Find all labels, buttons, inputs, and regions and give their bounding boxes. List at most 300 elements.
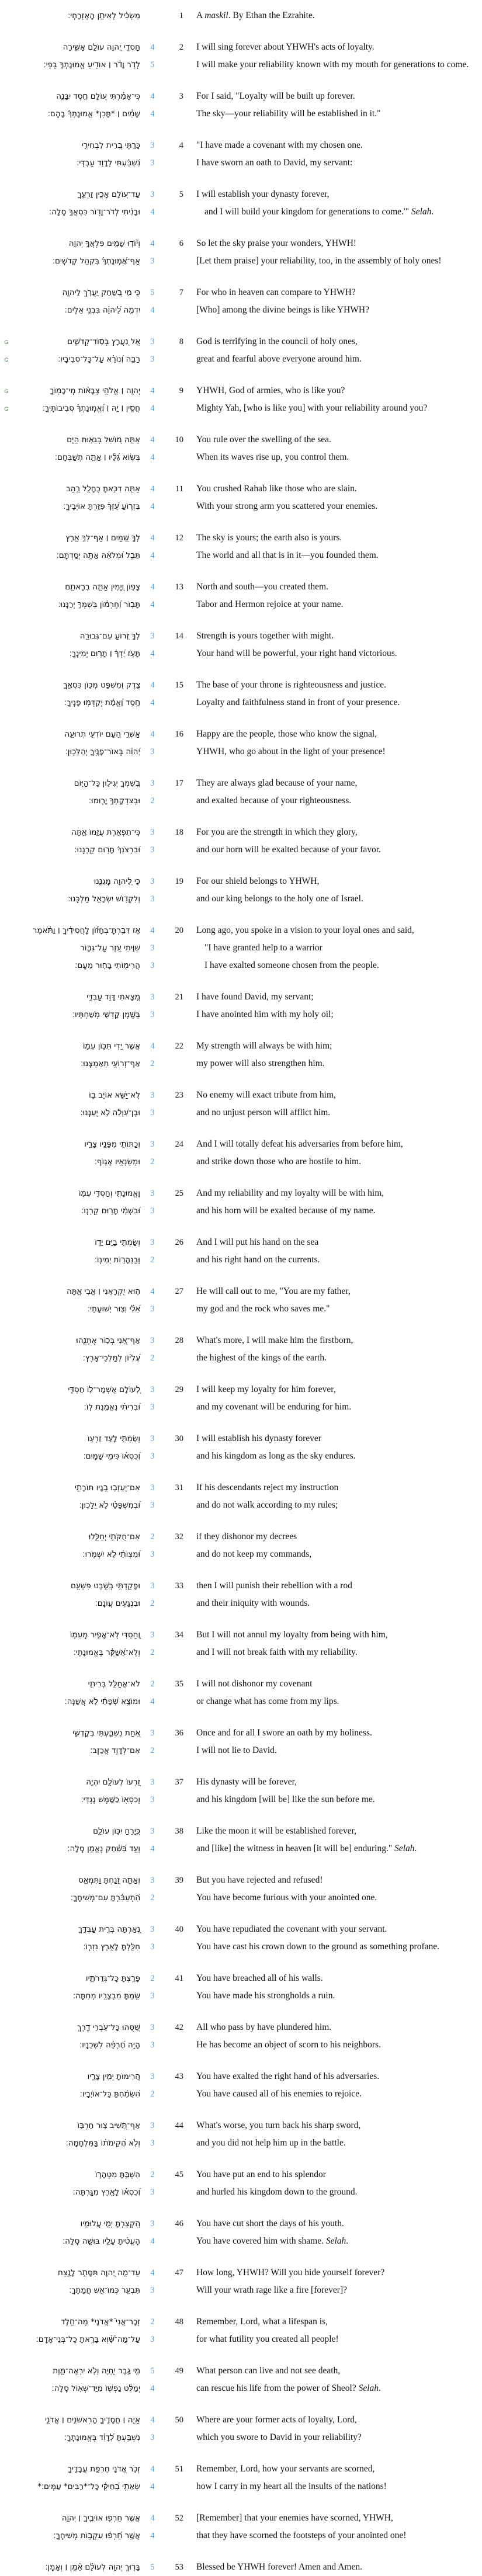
hebrew-text: הִ֝תְעַבַּ֗רְתָּ עִם־מְשִׁיחֶֽךָ׃	[70, 1893, 140, 1903]
english-translation: And my reliability and my loyalty will be with him,	[196, 1188, 384, 1198]
verse-line	[0, 2233, 482, 2250]
stanza-spacer	[0, 417, 482, 431]
verse-block	[0, 1381, 482, 1416]
verse-line	[0, 235, 482, 252]
english-translation: You have covered him with shame. Selah.	[196, 2236, 349, 2246]
verse-line	[0, 1822, 482, 1840]
english-translation: and no unjust person will afflict him.	[196, 1108, 331, 1117]
english-translation: and their iniquity with wounds.	[196, 1598, 310, 1608]
hebrew-text: יִדְמֶ֥ה לַ֝יהוָ֗ה בִּבְנֵ֥י אֵלִֽים׃	[64, 305, 140, 315]
accent-count: 3	[150, 2121, 155, 2130]
verse-line	[0, 2331, 482, 2348]
stanza-spacer	[0, 974, 482, 988]
verse-line	[0, 1136, 482, 1153]
verse-number: 34	[175, 1630, 183, 1640]
english-translation: And I will totally defeat his adversaries from before him,	[196, 1139, 403, 1149]
english-translation: [Who] among the divine beings is like YHWH?	[196, 305, 370, 315]
accent-count: 2	[150, 1532, 155, 1542]
hebrew-text: חֶ֥סֶד וֶ֝אֱמֶ֗ת יְֽקַדְּמ֥וּ פָנֶֽיךָ׃	[64, 698, 140, 707]
verse-line	[0, 1970, 482, 1987]
verse-number: 6	[179, 239, 183, 248]
verse-block	[0, 2411, 482, 2446]
accent-count: 3	[150, 1091, 155, 1100]
hebrew-text: שַׁ֭סֻּהוּ כָּל־עֹ֣בְרֵי דָ֑רֶךְ	[77, 2023, 140, 2032]
hebrew-text: מִ֤י גֶ֣בֶר יִֽ֭חְיֶה וְלֹ֣א יִרְאֶה־מָּ֑וֶת	[53, 2366, 140, 2376]
verse-number: 16	[175, 730, 183, 739]
english-translation: The base of your throne is righteousness and justice.	[196, 680, 386, 690]
verse-line	[0, 529, 482, 547]
english-translation: for what futility you created all people!	[196, 2334, 339, 2344]
hebrew-text: מָ֭צָאתִי דָּוִ֣ד עַבְדִּ֑י	[86, 992, 140, 1002]
accent-count: 3	[150, 2040, 155, 2050]
stanza-spacer	[0, 1269, 482, 1283]
accent-count: 2	[150, 1679, 155, 1689]
hebrew-text: חֲסִ֥ין ׀ יָ֑הּ ׀ וֶ֝אֱמֽוּנָתְךָ֗ סְבִיבוֹתֶֽיךָ׃	[42, 404, 140, 413]
accent-count: 2	[150, 796, 155, 806]
verse-line	[0, 627, 482, 645]
accent-count: 3	[150, 747, 155, 756]
hebrew-text: וּ֝מִצְוֺתַ֗י לֹ֣א יִשְׁמֹֽרוּ׃	[82, 1550, 140, 1559]
verse-line	[0, 284, 482, 301]
english-translation: You have exalted the right hand of his adversaries.	[196, 2071, 380, 2081]
verse-number: 3	[179, 92, 183, 101]
accent-count: 4	[150, 43, 155, 52]
hebrew-text: וְאַתָּ֣ה זָ֭נַחְתָּ וַתִּמְאָ֑ס	[78, 1876, 140, 1885]
verse-number: 5	[179, 190, 183, 199]
accent-count: 4	[150, 2268, 155, 2278]
english-translation: But I will not annul my loyalty from being with him,	[196, 1630, 388, 1640]
accent-count: 3	[150, 1728, 155, 1738]
verse-number: 4	[179, 141, 183, 150]
verse-number: 43	[175, 2072, 183, 2081]
verse-block	[0, 480, 482, 515]
verse-line	[0, 203, 482, 221]
verse-line	[0, 301, 482, 319]
stanza-spacer	[0, 2299, 482, 2313]
hebrew-text: הִ֭קְצַרְתָּ יְמֵ֣י עֲלוּמָ֑יו	[80, 2219, 140, 2228]
verse-block	[0, 725, 482, 761]
verse-block	[0, 7, 482, 25]
accent-count: 3	[150, 1827, 155, 1836]
hebrew-text: עַד־ע֭וֹלָם אָכִ֣ין זַרְעֶ֑ךָ	[77, 190, 140, 199]
accent-count: 3	[150, 877, 155, 886]
english-translation: Loyalty and faithfulness stand in front of your presence.	[196, 697, 400, 707]
english-translation: which you swore to David in your reliability?	[196, 2432, 362, 2442]
english-translation: and our king belongs to the holy one of Israel.	[196, 894, 363, 904]
accent-count: 2	[150, 2089, 155, 2099]
english-translation: and his right hand on the currents.	[196, 1255, 320, 1265]
accent-count: 3	[150, 828, 155, 837]
verse-line	[0, 1595, 482, 1612]
accent-count: 2	[150, 1255, 155, 1265]
accent-count: 4	[150, 92, 155, 101]
verse-line	[0, 1987, 482, 2005]
english-translation: and my covenant will be enduring for him.	[196, 1402, 352, 1412]
accent-count: 4	[150, 681, 155, 690]
verse-block	[0, 1773, 482, 1808]
hebrew-text: זְכָר־אֲנִי֮ *אֲדֹנָי* מֶה־חָ֥לֶד	[61, 2317, 140, 2327]
verse-block	[0, 2166, 482, 2201]
english-translation: All who pass by have plundered him.	[196, 2022, 332, 2032]
verse-number: 36	[175, 1728, 183, 1738]
accent-count: 3	[150, 1925, 155, 1934]
verse-line	[0, 2509, 482, 2527]
accent-count: 3	[150, 1189, 155, 1198]
accent-count: 4	[150, 404, 155, 413]
hebrew-text: כִּ֤י מִ֣י בַ֭שַּׁחַק יַעֲרֹ֣ךְ לַיהוָ֑ה	[62, 288, 140, 297]
verse-line	[0, 1479, 482, 1497]
verse-block	[0, 2362, 482, 2397]
accent-count: 3	[150, 1991, 155, 2001]
hebrew-text: זַ֭רְעוֹ לְעוֹלָ֣ם יִהְיֶ֑ה	[86, 1777, 140, 1787]
verse-line	[0, 725, 482, 743]
verse-line	[0, 1381, 482, 1398]
english-translation: I have exalted someone chosen from the people.	[204, 960, 379, 970]
hebrew-text: אַתָּ֣ה מ֭וֹשֵׁל בְּגֵא֣וּת הַיָּ֑ם	[67, 435, 140, 445]
verse-block	[0, 676, 482, 711]
accent-count: 3	[150, 355, 155, 364]
accent-count: 4	[150, 2384, 155, 2393]
stanza-spacer	[0, 2152, 482, 2166]
verse-line	[0, 252, 482, 270]
verse-line	[0, 1104, 482, 1122]
hebrew-text: אַ֭חַת נִשְׁבַּ֣עְתִּי בְקָדְשִׁ֑י	[72, 1728, 140, 1738]
accent-count: 3	[150, 2433, 155, 2442]
verse-number: 14	[175, 631, 183, 641]
english-translation: and you did not help him up in the battle.	[196, 2138, 346, 2148]
english-translation: His dynasty will be forever,	[196, 1777, 297, 1787]
hebrew-text: לְךָ֣ שָׁ֭מַיִם ׀ אַף־לְךָ֣ אָ֑רֶץ	[65, 533, 140, 543]
english-translation: What's worse, you turn back his sharp sword,	[196, 2120, 361, 2130]
verse-line	[0, 2429, 482, 2446]
verse-line	[0, 2019, 482, 2036]
verse-block	[0, 529, 482, 564]
hebrew-text: הֲ֭רִימוֹתָ יְמִ֣ין צָרָ֑יו	[87, 2072, 140, 2081]
stanza-spacer	[0, 74, 482, 88]
english-translation: I will keep my loyalty for him forever,	[196, 1384, 336, 1394]
verse-line	[0, 2558, 482, 2576]
accent-count: 3	[150, 141, 155, 150]
verse-line	[0, 2527, 482, 2544]
hebrew-text: בָּר֖וּךְ יְהוָ֥ה לְעוֹלָ֗ם אָ֘מֵ֥ן ׀ וְאָמֵֽן׃	[45, 2563, 140, 2572]
verse-line	[0, 939, 482, 957]
hebrew-text: וְעֵ֥ד בַּ֝שַּׁ֗חַק נֶאֱמָ֥ן סֶֽלָה׃	[67, 1844, 140, 1853]
verse-line	[0, 449, 482, 466]
hebrew-text: עֶ֝לְי֗וֹן לְמַלְכֵי־אָֽרֶץ׃	[82, 1353, 140, 1363]
verse-line	[0, 1872, 482, 1889]
accent-count: 2	[150, 1974, 155, 1983]
hebrew-text: וּ֝בְרִיתִ֗י נֶאֱמֶ֥נֶת לֽוֹ׃	[84, 1402, 140, 1412]
verse-line	[0, 382, 482, 400]
verse-line	[0, 186, 482, 203]
accent-count: 3	[150, 190, 155, 199]
verse-block	[0, 775, 482, 810]
accent-count: 5	[150, 288, 155, 297]
verse-number: 20	[175, 926, 183, 935]
stanza-spacer	[0, 2201, 482, 2215]
hebrew-text: מַשְׂכִּ֗יל לְאֵיתָ֥ן הָֽאֶזְרָחִֽי׃	[68, 11, 140, 20]
hebrew-text: וּבֶן־עַ֝וְלָ֗ה לֹ֣א יְעַנֶּֽנּוּ׃	[80, 1108, 140, 1117]
stanza-spacer	[0, 2397, 482, 2411]
accent-count: 5	[150, 2563, 155, 2572]
stanza-spacer	[0, 1710, 482, 1724]
english-translation: With your strong arm you scattered your enemies.	[196, 501, 378, 511]
verse-line	[0, 2068, 482, 2085]
verse-line	[0, 7, 482, 25]
stanza-spacer	[0, 564, 482, 578]
verse-block	[0, 2019, 482, 2054]
english-translation: that they have scorned the footsteps of your anointed one!	[196, 2530, 407, 2540]
verse-line	[0, 957, 482, 974]
accent-count: 3	[150, 1304, 155, 1314]
hebrew-text: שָׁמַ֓יִם ׀ *תָּכִן* אֱמוּנָתְךָ֬ בָהֶֽם׃	[47, 109, 140, 119]
english-translation: Your hand will be powerful, your right hand victorious.	[196, 648, 397, 658]
stanza-spacer	[0, 2544, 482, 2558]
verse-number: 23	[175, 1091, 183, 1100]
verse-line	[0, 88, 482, 105]
english-translation: I have anointed him with my holy oil;	[196, 1009, 334, 1019]
hebrew-text: אַיֵּ֤ה ׀ חֲסָדֶ֖יךָ הָרִאשֹׁנִ֥ים ׀ אֲדֹנָ֑י	[44, 2415, 140, 2425]
english-translation: He will call out to me, "You are my father,	[196, 1286, 351, 1296]
verse-number: 37	[175, 1777, 183, 1787]
english-translation: But you have rejected and refused!	[196, 1875, 323, 1885]
verse-number: 17	[175, 779, 183, 788]
verse-line	[0, 1430, 482, 1447]
accent-count: 3	[150, 1336, 155, 1345]
english-translation: I will sing forever about YHWH's acts of loyalty.	[196, 42, 374, 52]
stanza-spacer	[0, 319, 482, 333]
verse-line	[0, 2362, 482, 2380]
hebrew-text: יְהוָ֤ה ׀ אֱלֹהֵ֥י צְבָא֗וֹת מִֽי־כָמ֖וֹךָ	[50, 386, 140, 395]
verse-number: 18	[175, 828, 183, 837]
english-translation: The world and all that is in it—you founded them.	[196, 550, 379, 560]
accent-count: 4	[150, 207, 155, 217]
hebrew-text: שְׂאֵתִ֥י בְ֝חֵיקִ֗י כָּל־*רַבִּים* עַמִּֽים׃*	[37, 2482, 140, 2491]
verse-number: 25	[175, 1189, 183, 1198]
accent-count: 3	[150, 1777, 155, 1787]
verse-line	[0, 2166, 482, 2183]
verse-line	[0, 1693, 482, 1710]
verse-line	[0, 1840, 482, 1858]
verse-line	[0, 1938, 482, 1956]
stanza-spacer	[0, 1023, 482, 1037]
verse-block	[0, 1332, 482, 1367]
hebrew-text: עַד־מָ֣ה יְ֭הוָה תִּסָּתֵ֣ר לָנֶ֑צַח	[58, 2268, 140, 2278]
verse-number: 1	[179, 11, 183, 20]
verse-number: 39	[175, 1876, 183, 1885]
verse-block	[0, 1086, 482, 1122]
genre-marker: G	[4, 339, 9, 346]
verse-line	[0, 1398, 482, 1416]
stanza-spacer	[0, 515, 482, 529]
verse-block	[0, 1528, 482, 1563]
verse-line	[0, 645, 482, 662]
verse-block	[0, 2215, 482, 2250]
accent-count: 2	[150, 1599, 155, 1608]
accent-count: 2	[150, 1353, 155, 1363]
verse-block	[0, 1675, 482, 1710]
verse-block	[0, 186, 482, 221]
stanza-spacer	[0, 1171, 482, 1185]
accent-count: 3	[150, 1501, 155, 1510]
english-translation: and I will build your kingdom for generations to come.'" Selah.	[204, 207, 434, 217]
english-translation: I will not dishonor my covenant	[196, 1679, 313, 1689]
accent-count: 3	[150, 992, 155, 1002]
accent-count: 2	[150, 1893, 155, 1903]
verse-block	[0, 1724, 482, 1759]
verse-line	[0, 1497, 482, 1514]
english-translation: You have put an end to his splendor	[196, 2169, 326, 2179]
verse-number: 22	[175, 1041, 183, 1051]
stanza-spacer	[0, 25, 482, 39]
accent-count: 3	[150, 2335, 155, 2344]
hebrew-text: וְלֹֽא־אֲ֝שַׁקֵּ֗ר בֶּאֱמוּנָתִֽי׃	[73, 1648, 140, 1657]
hebrew-text: וּבִנְגָעִ֥ים עֲוֺנָֽם׃	[95, 1599, 140, 1608]
hebrew-text: נִ֝שְׁבַּ֗עְתִּי לְדָוִ֥ד עַבְדִּֽי׃	[77, 158, 140, 168]
english-translation: and do not keep my commands,	[196, 1549, 312, 1559]
verse-line	[0, 2411, 482, 2429]
english-translation: I will establish his dynasty forever	[196, 1433, 321, 1443]
verse-number: 10	[175, 435, 183, 445]
accent-count: 3	[150, 1108, 155, 1117]
english-translation: You have cut short the days of his youth.	[196, 2219, 344, 2228]
english-translation: and his horn will be exalted because of my name.	[196, 1206, 376, 1216]
stanza-spacer	[0, 221, 482, 235]
english-translation: Strength is yours together with might.	[196, 631, 334, 641]
verse-number: 15	[175, 681, 183, 690]
english-translation: North and south—you created them.	[196, 582, 328, 592]
verse-block	[0, 1577, 482, 1612]
english-translation: For I said, "Loyalty will be built up forever.	[196, 91, 355, 101]
stanza-spacer	[0, 1858, 482, 1872]
stanza-spacer	[0, 2054, 482, 2068]
verse-line	[0, 56, 482, 74]
hebrew-text: פָּרַ֥צְתָּ כָל־גְּדֵרֹתָ֑יו	[85, 1974, 140, 1983]
english-translation: and hurled his kingdom down to the ground.	[196, 2187, 358, 2197]
english-translation: If his descendants reject my instruction	[196, 1483, 339, 1492]
english-translation: And I will put his hand on the sea	[196, 1237, 319, 1247]
stanza-spacer	[0, 1808, 482, 1822]
verse-number: 21	[175, 992, 183, 1002]
hebrew-text: כִּֽי־אָמַ֗רְתִּי ע֭וֹלָם חֶ֣סֶד יִבָּנֶ֑ה	[56, 92, 140, 101]
hebrew-text: וְשַׂמְתִּ֣י בַיָּ֣ם יָד֑וֹ	[95, 1238, 140, 1247]
english-translation: great and fearful above everyone around him.	[196, 354, 362, 364]
verse-line	[0, 39, 482, 56]
hebrew-text: הִ֝שְׂמַ֗חְתָּ כָּל־אוֹיְבָֽיו׃	[79, 2089, 140, 2099]
accent-count: 4	[150, 305, 155, 315]
hebrew-text: לֹא־אֲחַלֵּ֥ל בְּרִיתִ֑י	[88, 1679, 140, 1689]
verse-line	[0, 1202, 482, 1220]
english-translation: if they dishonor my decrees	[196, 1532, 297, 1542]
stanza-spacer	[0, 1661, 482, 1675]
stanza-spacer	[0, 1318, 482, 1332]
verse-line	[0, 1528, 482, 1546]
verse-block	[0, 1185, 482, 1220]
stanza-spacer	[0, 2495, 482, 2509]
accent-count: 4	[150, 239, 155, 248]
english-translation: The sky is yours; the earth also is yours.	[196, 533, 342, 543]
hebrew-text: וּפָקַדְתִּ֣י בְשֵׁ֣בֶט פִּשְׁעָ֑ם	[70, 1581, 140, 1591]
stanza-spacer	[0, 1514, 482, 1528]
verse-line	[0, 105, 482, 123]
hebrew-text: אִם־יַעַזְב֣וּ בָ֭נָיו תּוֹרָתִ֑י	[74, 1483, 140, 1492]
verse-number: 53	[175, 2563, 183, 2572]
english-translation: No enemy will exact tribute from him,	[196, 1090, 336, 1100]
verse-line	[0, 1037, 482, 1055]
hebrew-text: זְכֹ֣ר אֲ֭דֹנָי חֶרְפַּ֣ת עֲבָדֶ֑יךָ	[67, 2464, 140, 2474]
accent-count: 3	[150, 943, 155, 953]
english-translation: "I have made a covenant with my chosen one.	[196, 140, 363, 150]
english-translation: I have found David, my servant;	[196, 992, 314, 1002]
accent-count: 3	[150, 1483, 155, 1492]
english-translation: and do not walk according to my rules;	[196, 1500, 338, 1510]
accent-count: 4	[150, 2237, 155, 2246]
verse-line	[0, 2313, 482, 2331]
verse-block	[0, 2558, 482, 2576]
accent-count: 3	[150, 2023, 155, 2032]
hebrew-text: וּמוֹצָ֥א שְׂ֝פָתַ֗י לֹ֣א אֲשַׁנֶּֽה׃	[64, 1697, 140, 1706]
accent-count: 4	[150, 1287, 155, 1296]
hebrew-text: לְדֹ֥ר וָדֹ֓ר ׀ אוֹדִ֖יעַ אֱמוּנָתְךָ֣ בְּפִֽי׃	[43, 60, 140, 70]
accent-count: 4	[150, 2513, 155, 2523]
verse-number: 28	[175, 1336, 183, 1345]
accent-count: 4	[150, 453, 155, 462]
stanza-spacer	[0, 270, 482, 284]
english-translation: Like the moon it will be established forever,	[196, 1826, 356, 1836]
stanza-spacer	[0, 1367, 482, 1381]
verse-number: 7	[179, 288, 183, 297]
genre-marker: G	[4, 406, 9, 412]
verse-line	[0, 137, 482, 154]
english-translation: I will make your reliability known with my mouth for generations to come.	[196, 60, 469, 70]
english-translation: You have breached all of his walls.	[196, 1973, 323, 1983]
english-translation: My strength will always be with him;	[196, 1041, 332, 1051]
hebrew-text: וְ֝כִסְא֗וֹ כִּימֵ֥י שָׁמָֽיִם׃	[83, 1452, 140, 1461]
verse-line	[0, 1644, 482, 1661]
accent-count: 2	[150, 1157, 155, 1167]
accent-count: 4	[150, 600, 155, 609]
accent-count: 3	[150, 894, 155, 904]
verse-block	[0, 1626, 482, 1661]
hebrew-text: וְכַתּוֹתִ֣י מִפָּנָ֣יו צָרָ֑יו	[84, 1140, 140, 1149]
verse-line	[0, 873, 482, 890]
verse-block	[0, 1136, 482, 1171]
verse-number: 41	[175, 1974, 183, 1983]
stanza-spacer	[0, 2103, 482, 2117]
english-translation: and our horn will be exalted because of your favor.	[196, 845, 381, 855]
verse-line	[0, 547, 482, 564]
accent-count: 4	[150, 2531, 155, 2540]
verse-block	[0, 1970, 482, 2005]
hebrew-text: אִם־חֻקֹּתַ֥י יְחַלֵּ֑לוּ	[88, 1532, 140, 1542]
verse-number: 8	[179, 337, 183, 346]
english-translation: I have sworn an oath to David, my servant:	[196, 158, 353, 168]
accent-count: 2	[150, 1746, 155, 1755]
stanza-spacer	[0, 123, 482, 137]
english-translation: He has become an object of scorn to his neighbors.	[196, 2040, 381, 2050]
verse-line	[0, 2183, 482, 2201]
verse-line	[0, 988, 482, 1006]
verse-line	[0, 824, 482, 841]
verse-block	[0, 1430, 482, 1465]
verse-number: 45	[175, 2170, 183, 2179]
verse-number: 42	[175, 2023, 183, 2032]
verse-number: 11	[175, 484, 183, 494]
english-translation: You rule over the swelling of the sea.	[196, 435, 331, 445]
verse-block	[0, 873, 482, 908]
verse-number: 52	[175, 2513, 183, 2523]
verse-line	[0, 2215, 482, 2233]
